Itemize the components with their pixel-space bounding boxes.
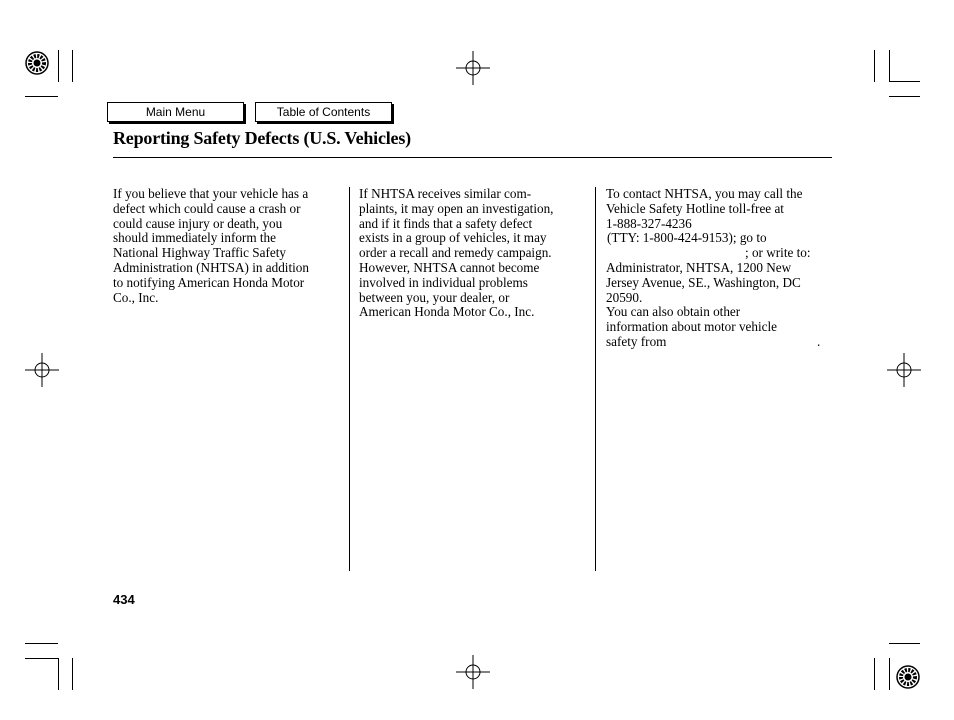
text-line: involved in individual problems xyxy=(359,274,528,290)
text-line: Administration (NHTSA) in addition xyxy=(113,259,309,275)
text-line: Vehicle Safety Hotline toll-free at xyxy=(606,200,784,216)
text-line: . xyxy=(817,333,821,349)
column-divider xyxy=(349,187,350,571)
text-line: exists in a group of vehicles, it may xyxy=(359,230,547,246)
page-title: Reporting Safety Defects (U.S. Vehicles) xyxy=(113,128,411,148)
text-line: Administrator, NHTSA, 1200 New xyxy=(606,259,792,275)
column-1 xyxy=(113,187,341,305)
text-line: should immediately inform the xyxy=(113,230,276,246)
text-line: safety from xyxy=(606,333,667,349)
text-line: information about motor vehicle xyxy=(606,319,778,335)
registration-target-icon xyxy=(895,664,921,690)
main-menu-button[interactable]: Main Menu xyxy=(107,102,244,122)
text-line: National Highway Traffic Safety xyxy=(113,245,286,261)
text-line: 1-888-327-4236 xyxy=(606,215,692,231)
text-line: Co., Inc. xyxy=(113,289,159,305)
text-line: 20590. xyxy=(606,289,643,305)
text-line: If NHTSA receives similar com- xyxy=(359,186,532,201)
table-of-contents-button[interactable]: Table of Contents xyxy=(255,102,392,122)
text-line-group xyxy=(606,335,838,350)
crosshair-icon xyxy=(456,51,490,85)
text-line: order a recall and remedy campaign. xyxy=(359,245,552,261)
page-number: 434 xyxy=(113,592,135,607)
text-line: However, NHTSA cannot become xyxy=(359,259,540,275)
text-line: could cause injury or death, you xyxy=(113,215,283,231)
text-line: You can also obtain other xyxy=(606,304,741,320)
crosshair-icon xyxy=(887,353,921,387)
column-2 xyxy=(359,187,587,320)
text-line: and if it finds that a safety defect xyxy=(359,215,533,231)
text-line: Jersey Avenue, SE., Washington, DC xyxy=(606,274,801,290)
text-line: defect which could cause a crash or xyxy=(113,200,301,216)
text-line: between you, your dealer, or xyxy=(359,289,510,305)
column-divider xyxy=(595,187,596,571)
text-line: ; or write to: xyxy=(745,245,811,261)
title-underline xyxy=(113,157,832,158)
text-line: If you believe that your vehicle has a xyxy=(113,186,309,201)
text-line: (TTY: 1-800-424-9153); go to xyxy=(607,230,767,246)
column-3 xyxy=(606,187,838,350)
text-line: plaints, it may open an investigation, xyxy=(359,200,554,216)
text-line: to notifying American Honda Motor xyxy=(113,274,305,290)
text-line: American Honda Motor Co., Inc. xyxy=(359,304,535,320)
registration-target-icon xyxy=(24,50,50,76)
crosshair-icon xyxy=(456,655,490,689)
crosshair-icon xyxy=(25,353,59,387)
text-line: To contact NHTSA, you may call the xyxy=(606,186,803,201)
